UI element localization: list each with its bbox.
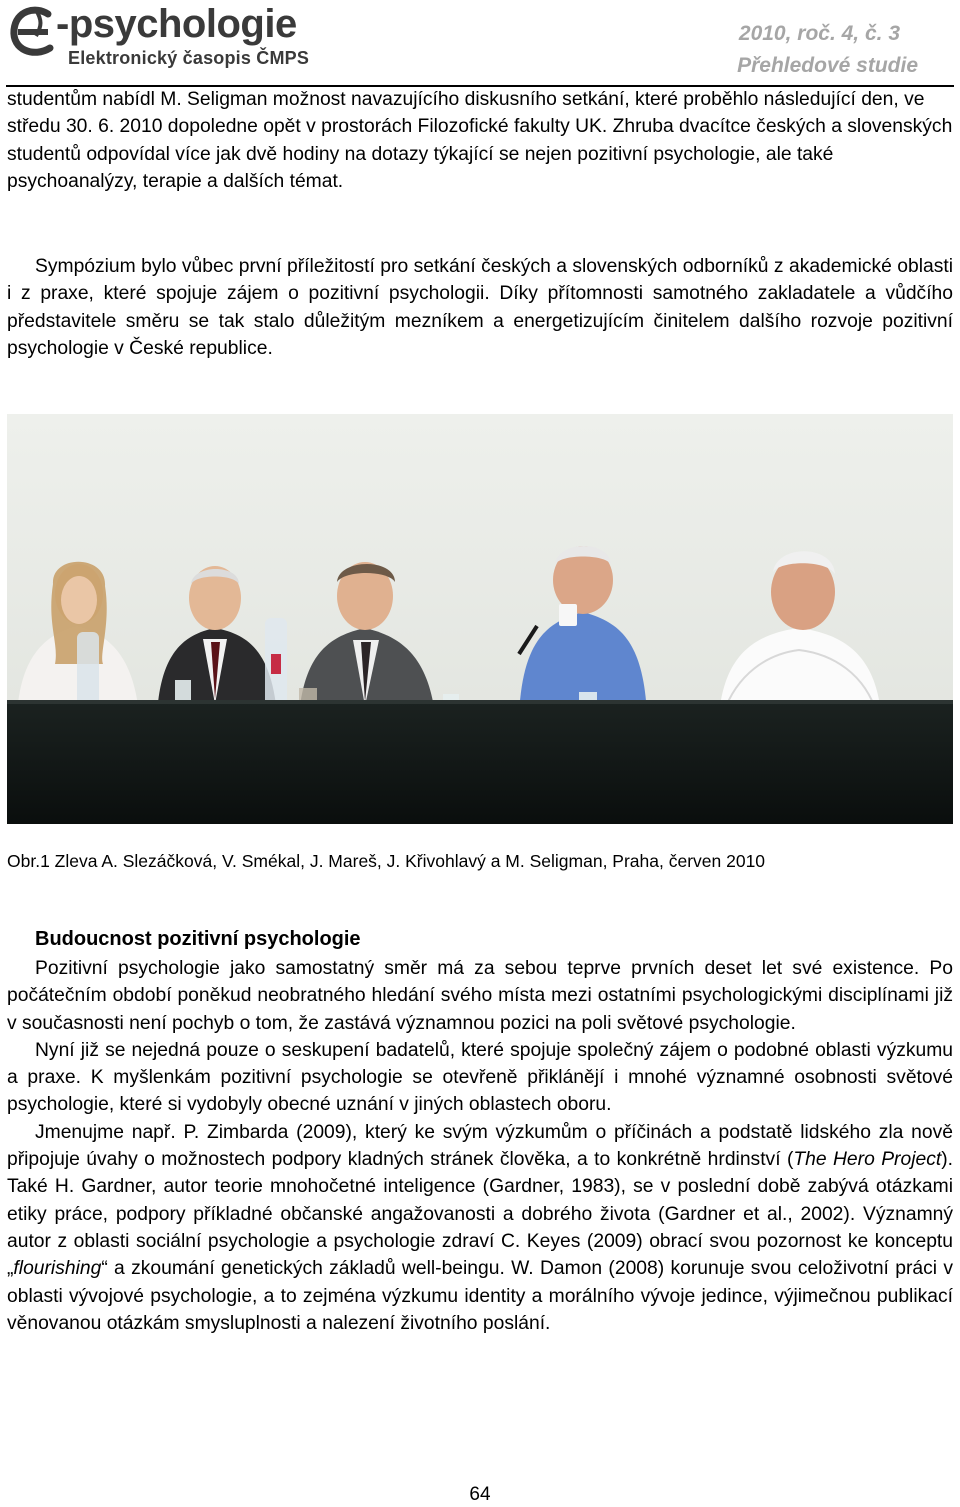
text-run: “ a zkoumání genetických základů well-beingu. W. Damon (2008) korunuje svou celoživotní práci v oblasti vývojové psychologie, a to zejména výzkumu identity a morálního vývoje jedince, výjimečnou publikací věnovanou otázkám smysluplnosti a nalezení životního poslání. [7,1258,953,1334]
paragraph-symposium: Sympózium bylo vůbec první příležitostí pro setkání českých a slovenských odborníků z akademické oblasti i z praxe, které spojuje zájem o pozitivní psychologii. Díky přítomnosti samotného zakladatele a vůdčího představitele směru se tak stalo důležitým mezníkem a energetizujícím činitelem dalšího rozvoje pozitivní psychologie v České republice. [7,256,953,359]
journal-logo [8,4,368,76]
section-label: Přehledové studie [737,54,918,77]
text-run: Jmenujme např. P. Zimbarda (2009), který ke svým výzkumům o příčinách a podstatě lidského zla nově připojuje úvahy o možnostech podpory kladných stránek člověka, a to konkrétně hrdinství ( [7,1121,953,1171]
logo-word: -psychologie [56,2,297,46]
page-header [0,0,960,84]
panel-photo-illustration [7,414,953,824]
paragraph-future-2: Nyní již se nejedná pouze o seskupení badatelů, které spojuje společný zájem o podobné oblasti výzkumu a praxe. K myšlenkám pozitivní psychologie se otevřeně přiklánějí i mnohé významné osobnosti světové psychologie, které si vydobyly obecné uznání v jiných oblastech oboru. [7,1039,953,1116]
group-photo [7,414,953,824]
issue-info: 2010, roč. 4, č. 3 [738,22,900,45]
section-heading: Budoucnost pozitivní psychologie [35,928,361,950]
paragraph-future-1: Pozitivní psychologie jako samostatný směr má za sebou teprve prvních deset let své existence. Po počátečním období poněkud neobratného hledání svého místa mezi ostatními psychologickými disciplínami již v současnosti není pochyb o tom, že zastává významnou pozici na poli světové psychologie. [7,958,953,1034]
e-logo-icon [8,4,60,60]
italic-flourishing: flourishing [13,1258,102,1280]
photo-caption: Obr.1 Zleva A. Slezáčková, V. Smékal, J. Mareš, J. Křivohlavý a M. Seligman, Praha, červen 2010 [7,851,766,871]
italic-hero-project: The Hero Project [793,1149,942,1171]
future-section-body [7,955,953,1337]
paragraph-future-3 [7,1119,953,1337]
paragraph-students: studentům nabídl M. Seligman možnost navazujícího diskusního setkání, které proběhlo následující den, ve středu 30. 6. 2010 dopoledne opět v prostorách Filozofické fakulty UK. Zhruba dvacítce českých a slovenských studentů odpovídal více jak dvě hodiny na dotazy týkající se nejen pozitivní psychologie, ale také psychoanalýzy, terapie a dalších témat. [7,89,953,192]
text-run: ). Také H. Gardner, autor teorie mnohočetné inteligence (Gardner, 1983), se v poslední době zabývá otázkami etiky práce, podpory příkladné občanské angažovanosti a dobrého života (Gardner et al., 2002). Významný autor z oblasti sociální psychologie a psychologie zdraví C. Keyes (2009) obrací svou pozornost ke konceptu „ [7,1149,953,1280]
logo-subtitle: Elektronický časopis ČMPS [68,48,310,68]
page-number: 64 [469,1484,491,1505]
